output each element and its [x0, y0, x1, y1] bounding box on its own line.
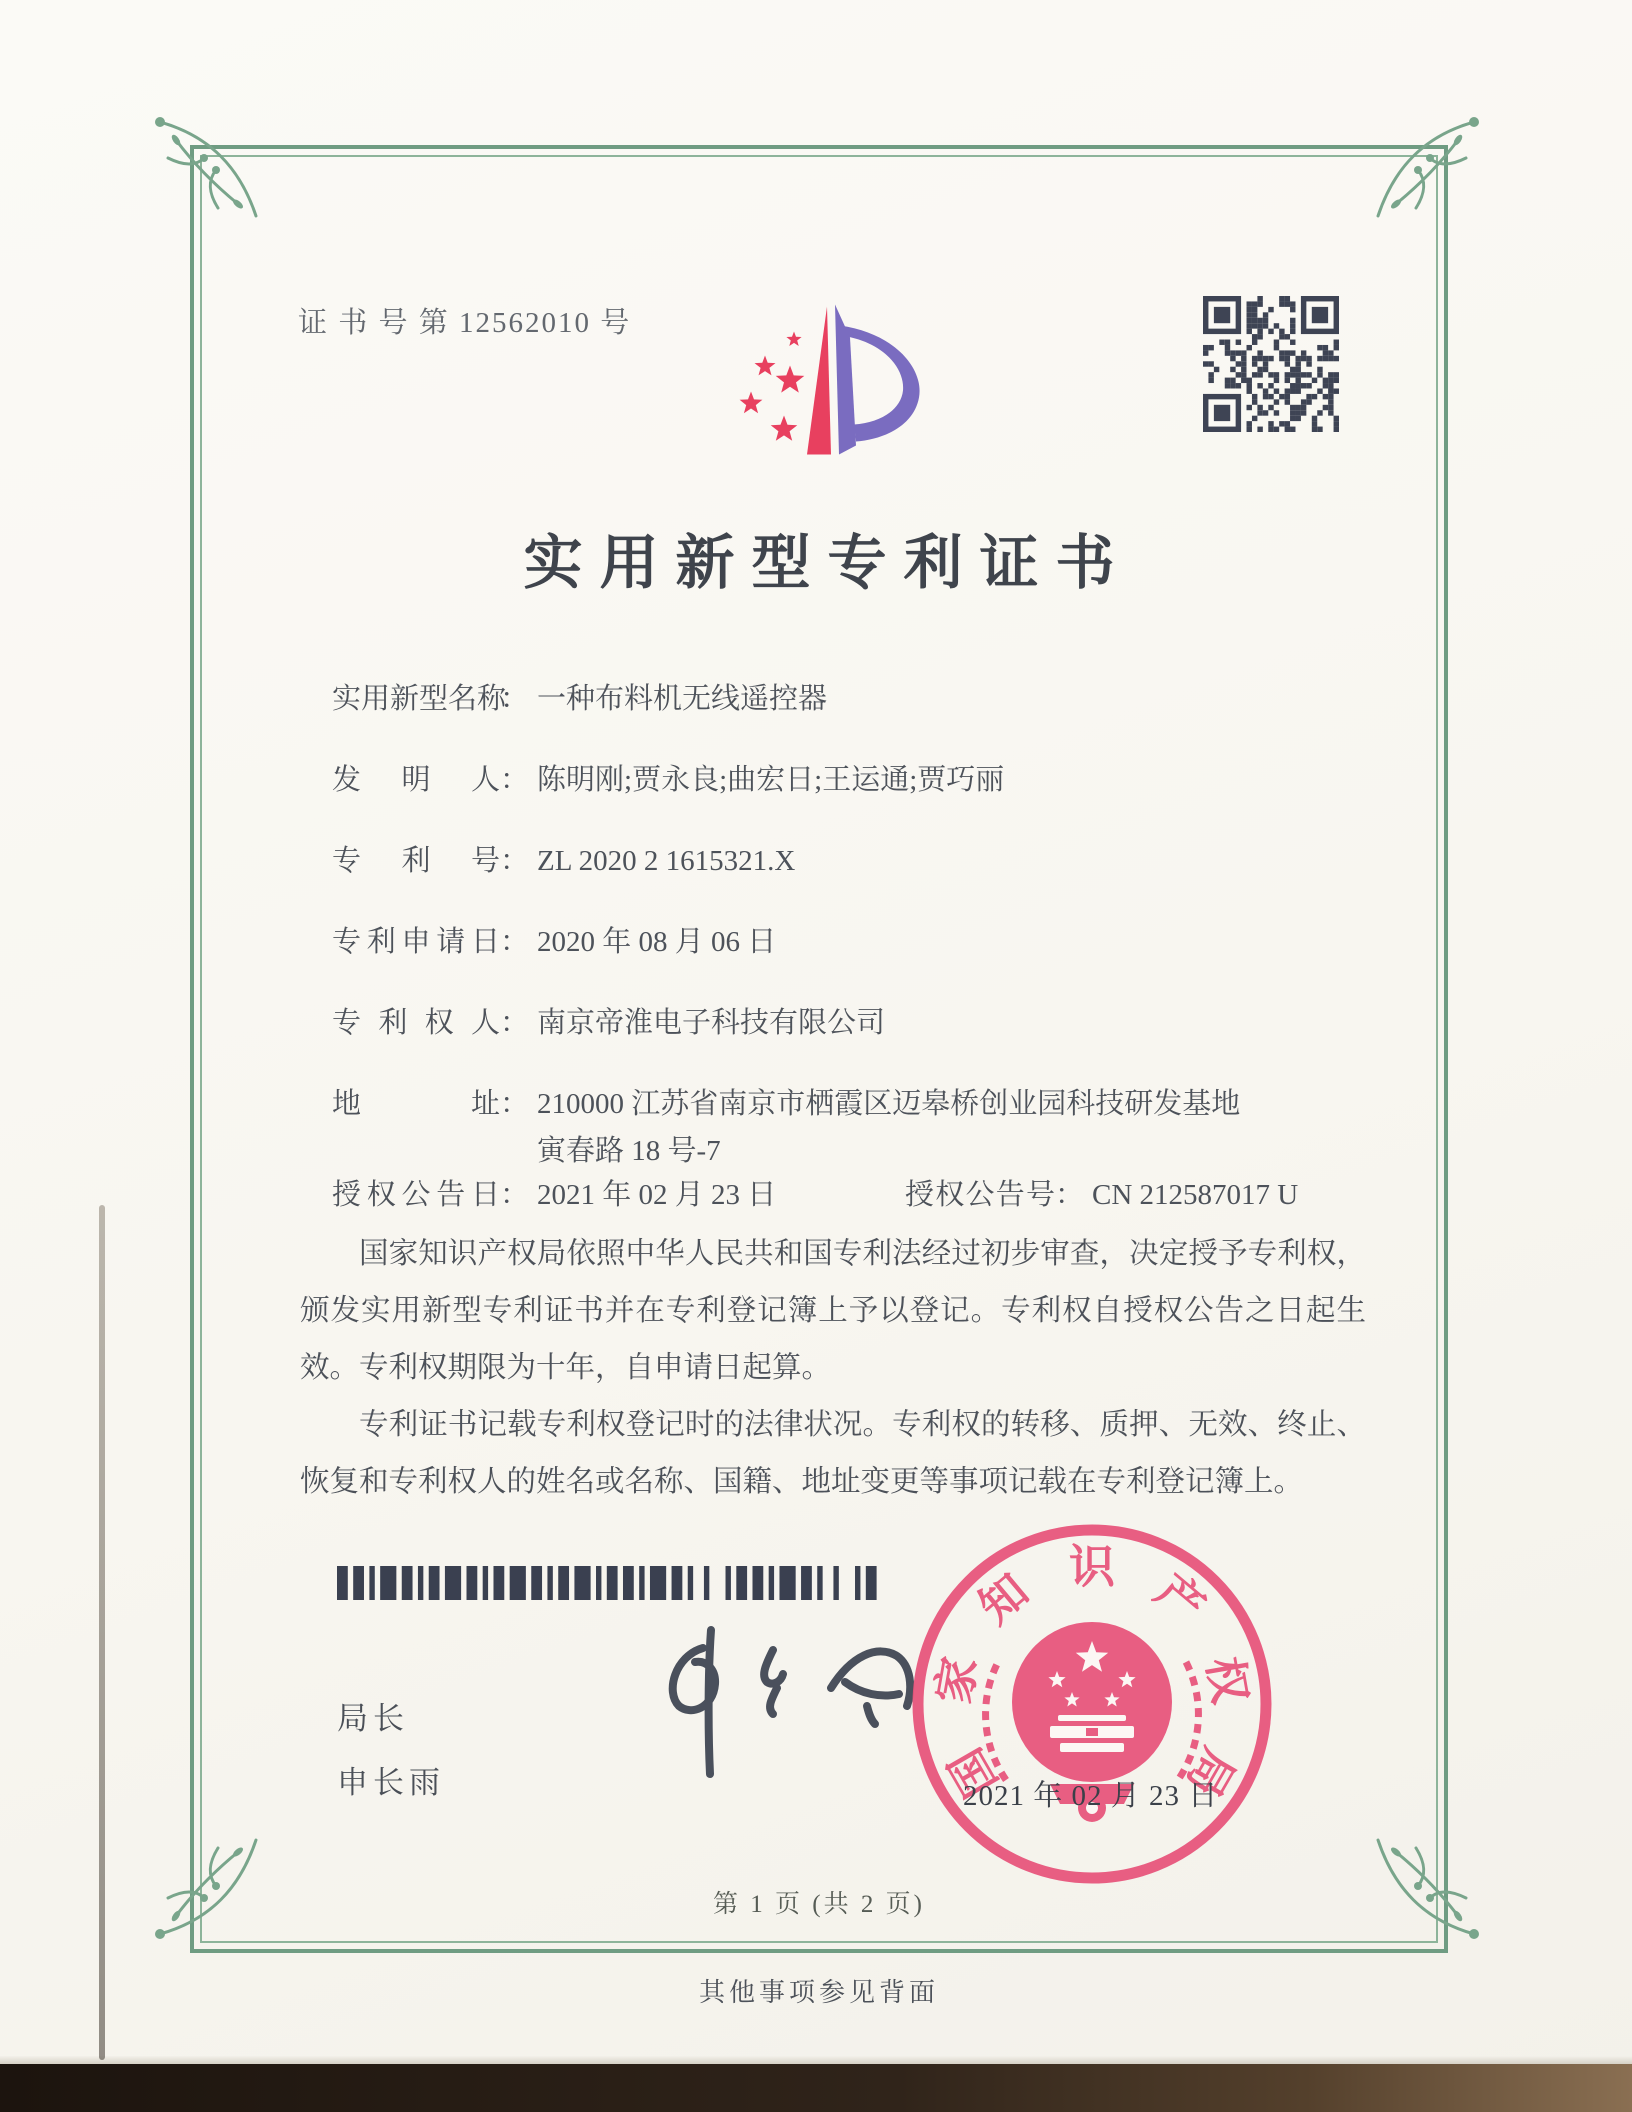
colon: ： — [500, 845, 530, 877]
field-value: 210000 江苏省南京市栖霞区迈皋桥创业园科技研发基地 — [537, 1088, 1241, 1120]
colon: ： — [500, 683, 530, 715]
field-row-filing-date — [332, 919, 776, 960]
qr-code-icon — [1203, 296, 1339, 432]
field-value: 2020 年 08 月 06 日 — [537, 926, 777, 958]
corner-ornament-icon — [1366, 108, 1486, 228]
page-number: 第 1 页 (共 2 页) — [713, 1891, 925, 1918]
field-value: CN 212587017 U — [1092, 1179, 1299, 1211]
svg-text:识: 识 — [1069, 1541, 1115, 1593]
field-row-grant — [332, 1172, 1432, 1213]
svg-text:国: 国 — [939, 1739, 1007, 1806]
field-label: 专利号 — [332, 845, 500, 877]
field-value: 2021 年 02 月 23 日 — [537, 1179, 777, 1211]
field-label: 授权公告日 — [332, 1179, 500, 1211]
svg-text:权: 权 — [1197, 1653, 1257, 1708]
back-side-note: 其他事项参见背面 — [698, 1978, 939, 2007]
field-value: ZL 2020 2 1615321.X — [537, 845, 796, 877]
field-row-inventors — [332, 757, 1004, 798]
barcode-icon — [337, 1566, 882, 1600]
colon: ： — [500, 1007, 530, 1039]
field-value: 南京帝淮电子科技有限公司 — [537, 1007, 886, 1039]
body-paragraph-2: 专利证书记载专利权登记时的法律状况。专利权的转移、质押、无效、终止、恢复和专利权人的姓名或名称、国籍、地址变更等事项记载在专利登记簿上。 — [300, 1409, 1366, 1498]
director-title: 局长 — [337, 1701, 409, 1736]
photo-bottom-edge — [0, 2064, 1632, 2112]
colon: ： — [1055, 1179, 1085, 1211]
field-row-address — [332, 1081, 1240, 1122]
seal-date: 2021 年 02 月 23 日 — [963, 1780, 1219, 1812]
field-label: 地址 — [332, 1088, 500, 1120]
grant-number-pair — [905, 1172, 1298, 1213]
colon: ： — [500, 926, 530, 958]
certificate-number: 证 书 号 第 12562010 号 — [298, 307, 632, 339]
field-label: 授权公告号 — [905, 1179, 1055, 1211]
field-row-patent-number — [332, 838, 795, 879]
svg-text:家: 家 — [927, 1653, 987, 1708]
cnipa-logo-icon — [700, 276, 920, 464]
director-name: 申长雨 — [337, 1765, 445, 1800]
field-value: 寅春路 18 号-7 — [537, 1135, 721, 1167]
field-row-address-line2 — [537, 1128, 721, 1169]
field-label: 专利申请日 — [332, 926, 500, 958]
body-paragraph-1: 国家知识产权局依照中华人民共和国专利法经过初步审查，决定授予专利权，颁发实用新型专利证书并在专利登记簿上予以登记。专利权自授权公告之日起生效。专利权期限为十年，自申请日起算。 — [300, 1238, 1366, 1384]
field-value: 一种布料机无线遥控器 — [537, 683, 828, 715]
colon: ： — [500, 764, 530, 796]
colon: ： — [500, 1088, 530, 1120]
certificate-title: 实用新型专利证书 — [523, 530, 1132, 596]
official-seal-icon — [900, 1512, 1285, 1897]
svg-text:知: 知 — [969, 1564, 1038, 1634]
certificate-body — [300, 1226, 1366, 1511]
field-label: 实用新型名称 — [332, 683, 507, 715]
field-label: 专利权人 — [332, 1007, 500, 1039]
field-label: 发明人 — [332, 764, 500, 796]
field-row-name — [332, 676, 827, 717]
director-signature-icon — [515, 1622, 925, 1820]
svg-text:产: 产 — [1146, 1564, 1215, 1634]
field-row-patentee — [332, 1000, 885, 1041]
field-value: 陈明刚;贾永良;曲宏日;王运通;贾巧丽 — [537, 764, 1005, 796]
svg-text:局: 局 — [1177, 1739, 1245, 1806]
colon: ： — [500, 1179, 530, 1211]
photo-left-edge — [99, 1205, 105, 2060]
corner-ornament-icon — [148, 108, 268, 228]
